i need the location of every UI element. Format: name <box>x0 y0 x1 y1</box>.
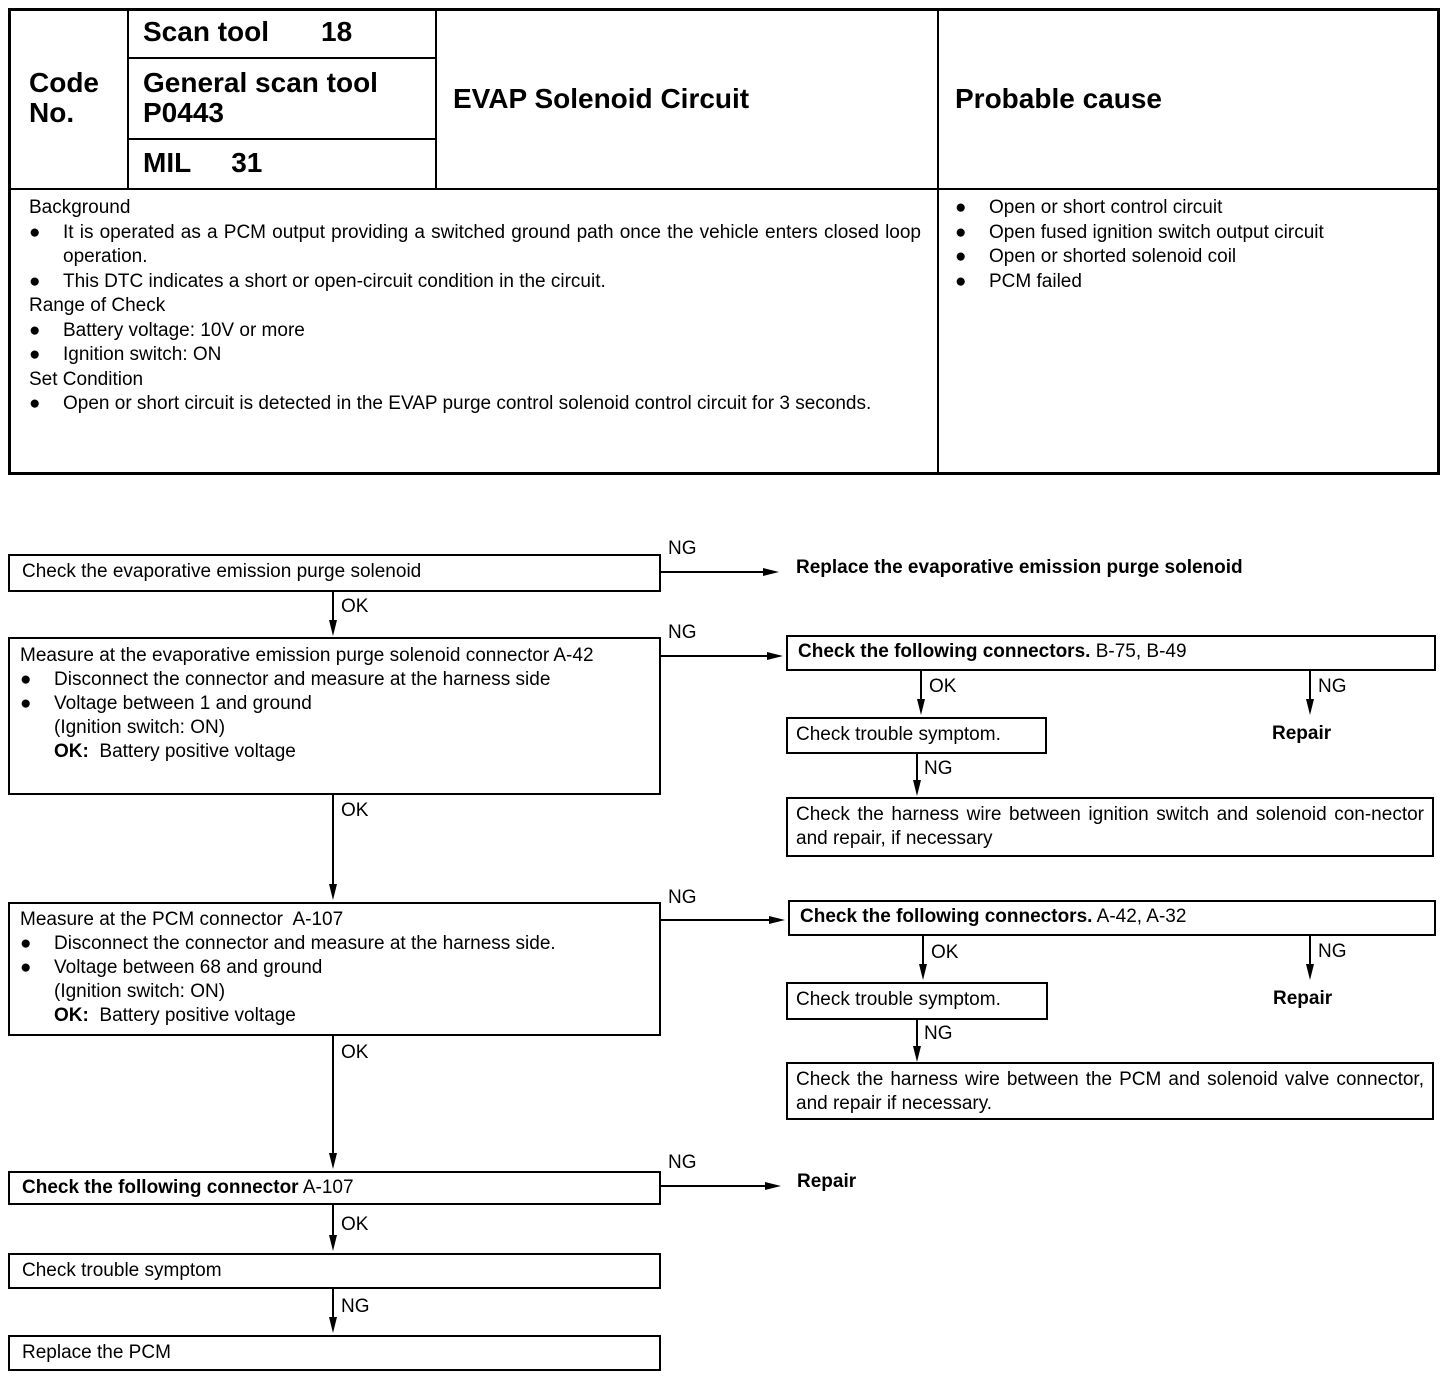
arrow-down-icon <box>329 1235 337 1251</box>
code-no-label: Code No. <box>29 67 99 128</box>
ok-connector <box>332 592 334 620</box>
divider <box>127 57 437 59</box>
general-scan-tool-value: P0443 <box>143 97 224 128</box>
step-bullet: ● Voltage between 68 and ground <box>20 957 323 978</box>
branch-check-connectors-a42-a32: Check the following connectors. A-42, A-32 <box>788 900 1436 936</box>
bullet-icon: ● <box>955 197 967 218</box>
bullet-icon: ● <box>20 933 32 954</box>
step-condition: (Ignition switch: ON) <box>54 717 226 738</box>
ng-label: NG <box>341 1296 370 1317</box>
result-repair: Repair <box>1273 988 1333 1009</box>
ok-connector <box>920 671 922 699</box>
probable-cause-list <box>955 196 1425 294</box>
bullet-icon: ● <box>20 669 32 690</box>
divider <box>937 11 939 472</box>
ng-connector <box>1309 671 1311 699</box>
ng-label: NG <box>1318 676 1347 697</box>
result-repair: Repair <box>1272 723 1332 744</box>
ng-connector <box>916 754 918 780</box>
general-scan-tool-cell <box>143 68 378 128</box>
ng-label: NG <box>924 1023 953 1044</box>
ng-label: NG <box>668 622 697 643</box>
bullet-icon: ● <box>29 221 41 243</box>
range-heading: Range of Check <box>29 295 166 316</box>
range-item: ● Battery voltage: 10V or more <box>29 319 921 344</box>
arrow-down-icon <box>1306 699 1314 715</box>
arrow-right-icon <box>765 1182 781 1190</box>
branch-check-connectors-b75-b49: Check the following connectors. B-75, B-49 <box>786 635 1436 671</box>
ng-connector <box>661 919 771 921</box>
mil-value: 31 <box>231 147 263 178</box>
ng-label: NG <box>1318 941 1347 962</box>
result-replace-purge-solenoid: Replace the evaporative emission purge solenoid <box>796 557 1243 578</box>
ok-connector <box>332 1036 334 1154</box>
ok-label: OK <box>341 596 369 617</box>
background-heading: Background <box>29 197 131 218</box>
arrow-right-icon <box>763 568 779 576</box>
ng-connector <box>661 1185 767 1187</box>
ng-connector <box>661 571 765 573</box>
step-bullet: ● Disconnect the connector and measure at the harness side <box>20 669 551 690</box>
dtc-table <box>8 8 1440 475</box>
branch-check-trouble-symptom: Check trouble symptom. <box>786 982 1048 1020</box>
ng-connector <box>1309 936 1311 964</box>
step-title: Measure at the PCM connector A-107 <box>20 909 344 930</box>
bullet-icon: ● <box>20 693 32 714</box>
probable-cause-item: ● Open or shorted solenoid coil <box>955 245 1425 270</box>
ok-label: OK <box>341 1042 369 1063</box>
divider <box>127 11 129 188</box>
ok-label: OK <box>931 942 959 963</box>
result-repair: Repair <box>797 1171 857 1192</box>
ng-label: NG <box>668 887 697 908</box>
bullet-icon: ● <box>29 344 41 365</box>
step-condition: (Ignition switch: ON) <box>54 981 226 1002</box>
branch-check-harness-ignition-solenoid: Check the harness wire between ignition switch and solenoid con-nector and repair, if necessary <box>786 797 1434 857</box>
step-check-purge-solenoid: Check the evaporative emission purge solenoid <box>8 554 661 592</box>
ok-label: OK <box>929 676 957 697</box>
step-ok-criteria: OK: Battery positive voltage <box>54 1005 296 1026</box>
ng-connector <box>916 1020 918 1046</box>
probable-cause-item: ● PCM failed <box>955 270 1425 295</box>
arrow-down-icon <box>913 1046 921 1062</box>
range-item: ● Ignition switch: ON <box>29 343 921 368</box>
probable-cause-item: ● Open or short control circuit <box>955 196 1425 221</box>
bullet-icon: ● <box>29 393 41 414</box>
arrow-right-icon <box>767 652 783 660</box>
arrow-down-icon <box>913 780 921 796</box>
arrow-down-icon <box>329 1153 337 1169</box>
dtc-description <box>29 196 921 417</box>
arrow-down-icon <box>917 699 925 715</box>
step-replace-pcm: Replace the PCM <box>8 1335 661 1371</box>
mil-label: MIL <box>143 147 192 178</box>
scan-tool-label: Scan tool <box>143 16 270 47</box>
bullet-icon: ● <box>29 319 41 341</box>
ng-connector <box>661 655 769 657</box>
arrow-down-icon <box>329 1317 337 1333</box>
ok-connector <box>922 936 924 964</box>
arrow-down-icon <box>919 964 927 980</box>
dtc-title: EVAP Solenoid Circuit <box>453 83 750 114</box>
step-bullet: ● Disconnect the connector and measure at the harness side. <box>20 933 556 954</box>
step-measure-solenoid-connector <box>8 637 661 795</box>
arrow-down-icon <box>329 620 337 636</box>
background-item: ● It is operated as a PCM output providing a switched ground path once the vehicle enters closed loop operation. <box>29 221 921 267</box>
scan-tool-cell <box>143 17 352 47</box>
mil-cell <box>143 148 262 178</box>
ok-connector <box>332 1205 334 1235</box>
ng-label: NG <box>668 1152 697 1173</box>
ng-label: NG <box>924 758 953 779</box>
probable-cause-heading: Probable cause <box>955 83 1162 114</box>
branch-check-harness-pcm-solenoid: Check the harness wire between the PCM and solenoid valve connector, and repair if necessary. <box>786 1062 1434 1120</box>
ng-label: NG <box>668 538 697 559</box>
branch-check-trouble-symptom: Check trouble symptom. <box>786 717 1047 754</box>
bullet-icon: ● <box>20 957 32 978</box>
arrow-right-icon <box>769 916 785 924</box>
bullet-icon: ● <box>955 270 967 292</box>
divider <box>127 138 437 140</box>
divider <box>435 11 437 188</box>
step-check-trouble-symptom: Check trouble symptom <box>8 1253 661 1289</box>
bullet-icon: ● <box>29 270 41 292</box>
set-condition-heading: Set Condition <box>29 368 144 390</box>
step-measure-pcm-connector <box>8 902 661 1036</box>
arrow-down-icon <box>329 884 337 900</box>
step-title: Measure at the evaporative emission purge solenoid connector A-42 <box>20 645 594 666</box>
ok-label: OK <box>341 800 369 821</box>
divider <box>11 188 1437 190</box>
arrow-down-icon <box>1306 964 1314 980</box>
ng-connector <box>332 1289 334 1317</box>
scan-tool-value: 18 <box>321 16 353 47</box>
step-ok-criteria: OK: Battery positive voltage <box>54 741 296 762</box>
ok-label: OK <box>341 1214 369 1235</box>
ok-connector <box>332 795 334 885</box>
set-condition-item: ● Open or short circuit is detected in the EVAP purge control solenoid control circuit for 3 seconds. <box>29 392 921 417</box>
step-check-connector-a107: Check the following connector A-107 <box>8 1171 661 1205</box>
bullet-icon: ● <box>955 246 967 267</box>
general-scan-tool-label: General scan tool <box>143 67 378 98</box>
probable-cause-item: ● Open fused ignition switch output circuit <box>955 221 1425 246</box>
bullet-icon: ● <box>955 221 967 243</box>
background-item: ● This DTC indicates a short or open-circuit condition in the circuit. <box>29 270 921 295</box>
step-bullet: ● Voltage between 1 and ground <box>20 693 312 714</box>
